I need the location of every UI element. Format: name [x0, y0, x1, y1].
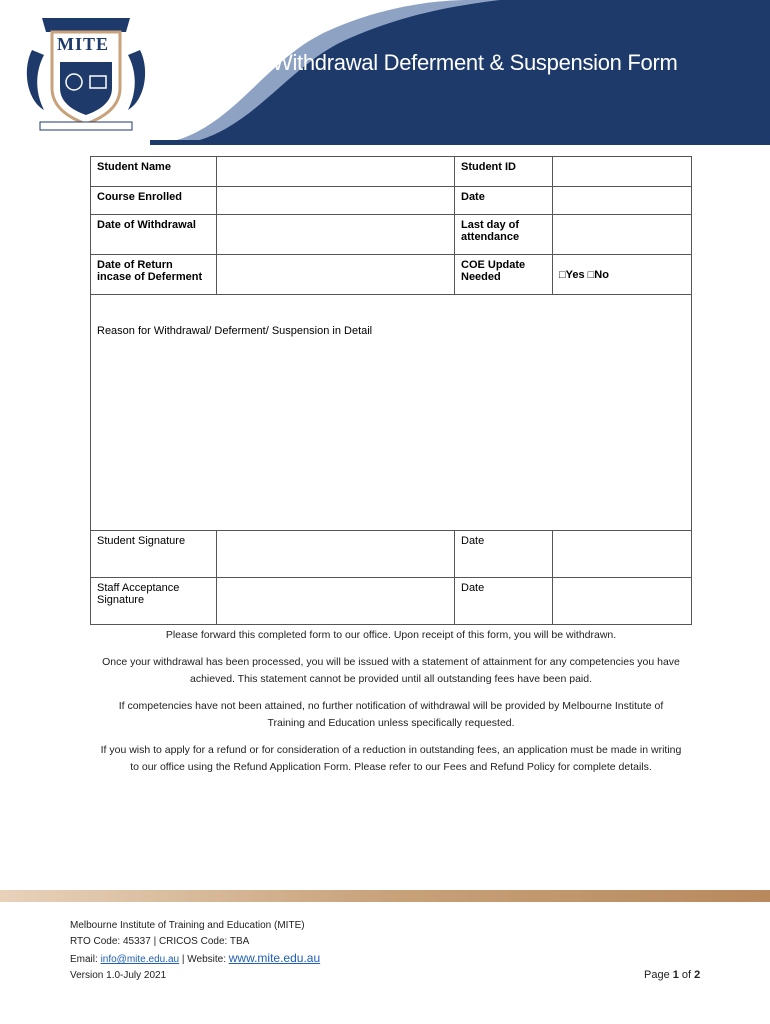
student-id-label: Student ID — [455, 157, 553, 187]
course-enrolled-field[interactable] — [217, 187, 455, 215]
coe-update-label: COE Update Needed — [455, 255, 553, 295]
staff-date-field[interactable] — [553, 578, 692, 625]
page-current: 1 — [672, 969, 679, 981]
date-of-withdrawal-label: Date of Withdrawal — [91, 215, 217, 255]
staff-acceptance-field[interactable] — [217, 578, 455, 625]
instruction-paragraph-4: If you wish to apply for a refund or for consideration of a reduction in outstanding fees, an application must be made in writing to our office using the Refund Application Form. Please refer to our Fees and Refund Policy for complete details. — [100, 744, 682, 773]
instruction-paragraph-1: Please forward this completed form to our office. Upon receipt of this form, you will be withdrawn. — [165, 629, 617, 641]
footer-org: Melbourne Institute of Training and Education (MITE) — [70, 920, 305, 931]
last-day-field[interactable] — [553, 215, 692, 255]
date-of-withdrawal-field[interactable] — [217, 215, 455, 255]
mite-logo — [22, 10, 150, 138]
student-id-field[interactable] — [553, 157, 692, 187]
page-of: of — [678, 969, 695, 981]
page-word: Page — [644, 969, 673, 981]
student-name-label: Student Name — [91, 157, 217, 187]
website-prefix: | Website: — [179, 954, 229, 965]
instruction-paragraph-2: Once your withdrawal has been processed, you will be issued with a statement of attainment for any competencies you have achieved. This statement cannot be provided until all outstanding fees have been paid. — [102, 656, 680, 685]
date-of-return-field[interactable] — [217, 255, 455, 295]
staff-date-label: Date — [455, 578, 553, 625]
date-label: Date — [455, 187, 553, 215]
student-name-field[interactable] — [217, 157, 455, 187]
reason-field[interactable] — [91, 295, 692, 531]
date-of-return-label: Date of Return incase of Deferment — [91, 255, 217, 295]
page-number — [644, 969, 700, 981]
course-enrolled-label: Course Enrolled — [91, 187, 217, 215]
footer-version: Version 1.0-July 2021 — [70, 970, 167, 981]
last-day-label: Last day of attendance — [455, 215, 553, 255]
website-link[interactable]: www.mite.edu.au — [228, 951, 321, 965]
instruction-paragraph-3: If competencies have not been attained, no further notification of withdrawal will be provided by Melbourne Institute of Training and Education unless specifically requested. — [118, 700, 664, 729]
email-prefix: Email: — [70, 954, 101, 965]
page-total: 2 — [694, 969, 701, 981]
student-signature-label: Student Signature — [91, 531, 217, 578]
footer-contact-line — [70, 950, 320, 968]
signature-date-field[interactable] — [553, 531, 692, 578]
footer-codes: RTO Code: 45337 | CRICOS Code: TBA — [70, 936, 250, 947]
footer-contact — [70, 918, 320, 984]
email-link[interactable]: info@mite.edu.au — [100, 954, 180, 965]
staff-acceptance-label: Staff Acceptance Signature — [91, 578, 217, 625]
date-field[interactable] — [553, 187, 692, 215]
coe-yes-no-checkboxes[interactable]: □Yes □No — [553, 255, 692, 295]
page-title: Withdrawal Deferment & Suspension Form — [272, 50, 678, 75]
logo-wordmark: MITE — [57, 34, 110, 54]
footer-gold-bar — [0, 890, 770, 904]
signature-date-label: Date — [455, 531, 553, 578]
reason-label: Reason for Withdrawal/ Deferment/ Suspension in Detail — [97, 325, 373, 337]
student-signature-field[interactable] — [217, 531, 455, 578]
withdrawal-form-table — [90, 156, 692, 625]
